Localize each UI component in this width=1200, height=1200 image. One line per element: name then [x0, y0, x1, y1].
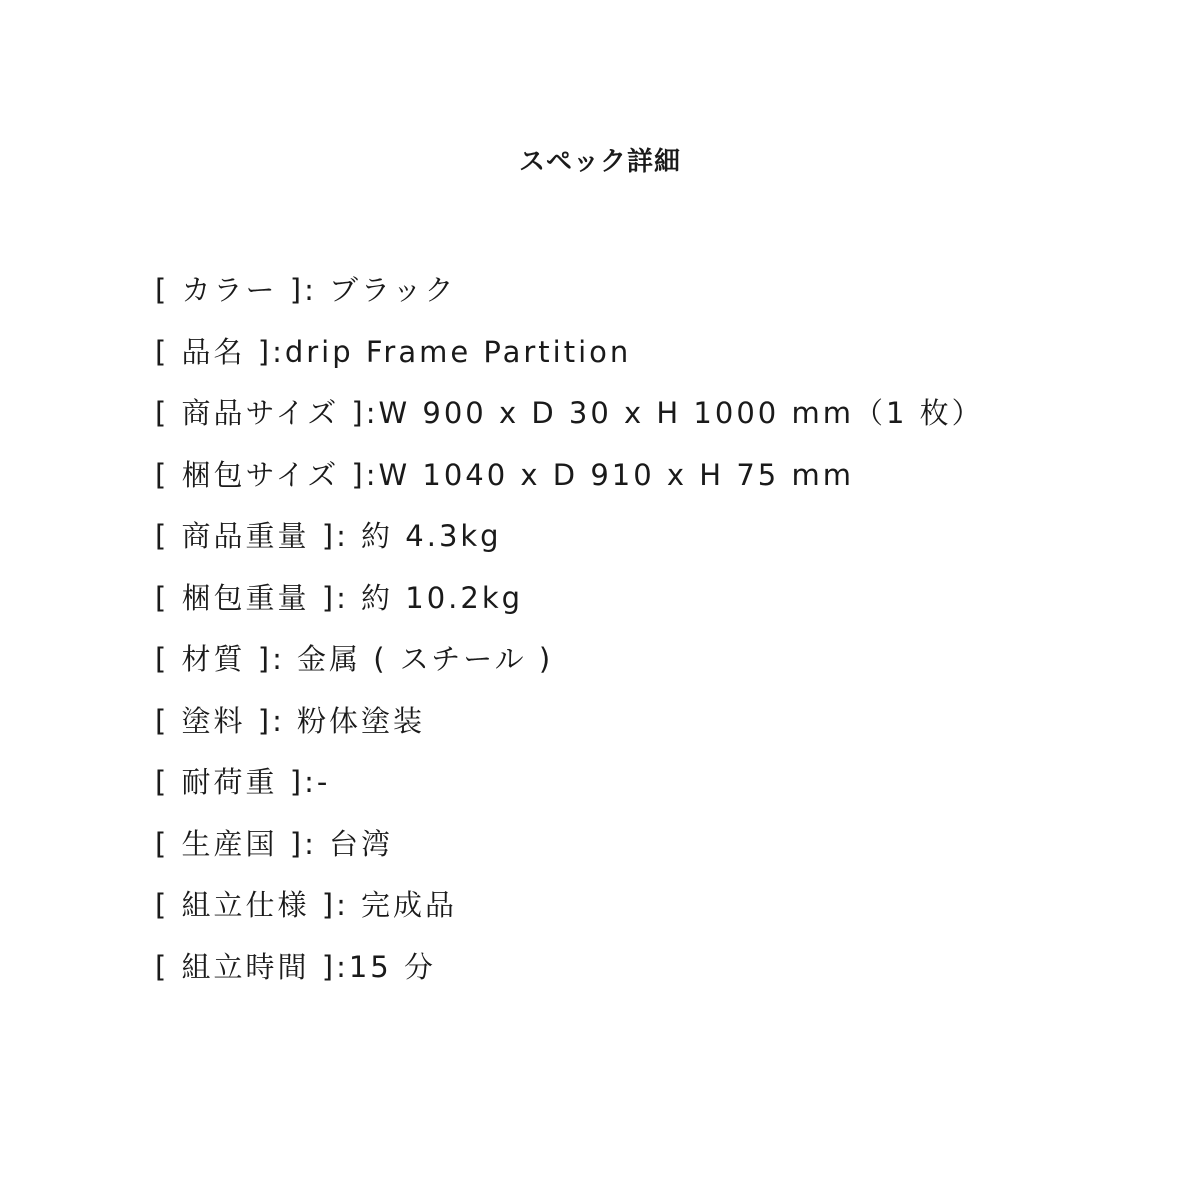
spec-product-name: [ 品名 ]:drip Frame Partition [155, 334, 632, 369]
spec-list [155, 268, 1155, 1006]
spec-assembly-time: [ 組立時間 ]:15 分 [155, 949, 436, 984]
spec-package-weight: [ 梱包重量 ]: 約 10.2kg [155, 580, 524, 615]
spec-color: [ カラー ]: ブラック [155, 273, 457, 307]
spec-product-size: [ 商品サイズ ]:W 900 x D 30 x H 1000 mm（1 枚） [155, 396, 984, 430]
page-title: スペック詳細 [518, 147, 681, 177]
spec-assembly-type: [ 組立仕様 ]: 完成品 [155, 888, 458, 922]
spec-paint: [ 塗料 ]: 粉体塗装 [155, 703, 426, 738]
spec-country-of-origin: [ 生産国 ]: 台湾 [155, 826, 394, 861]
spec-load-capacity: [ 耐荷重 ]:- [155, 765, 331, 799]
spec-product-weight: [ 商品重量 ]: 約 4.3kg [155, 519, 502, 553]
spec-material: [ 材質 ]: 金属 ( スチール ) [155, 642, 554, 676]
spec-package-size: [ 梱包サイズ ]:W 1040 x D 910 x H 75 mm [155, 457, 854, 492]
